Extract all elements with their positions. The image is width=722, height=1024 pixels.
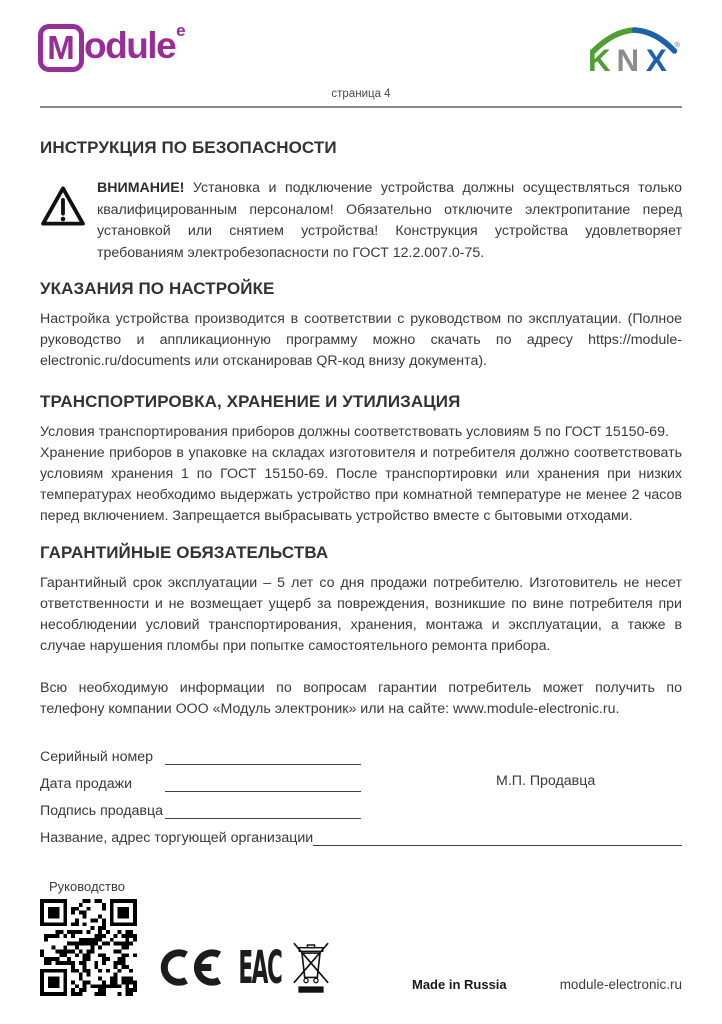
knx-logo-icon — [587, 26, 682, 74]
warning-text: Установка и подключение устройства должны осуществляться только квалифицированным персоналом! Обязательно отключите электропитание перед установкой или снятием устройства! Конструкция устройства удовлетворяет требованиям электробезопасности по ГОСТ 12.2.007.0-75. — [97, 180, 682, 261]
serial-number-line — [165, 749, 361, 765]
svg-text:X: X — [645, 42, 667, 74]
page-number: страница 4 — [331, 88, 391, 100]
organization-label: Название, адрес торгующей организации — [40, 830, 314, 846]
organization-row — [40, 829, 682, 846]
serial-number-label: Серийный номер — [40, 749, 154, 765]
page-header — [0, 0, 722, 79]
safety-warning-block — [40, 178, 682, 264]
section-transport-body-2: Хранение приборов в упаковке на складах изготовителя и потребителя должно соответствовать условиям хранения 1 по ГОСТ 15150-69. После транспортировки или хранения при низких температурах необходимо выдержать устройство при комнатной температуре не менее 2 часов перед включением. Запрещается выбрасывать устройство вместе с бытовыми отходами. — [40, 445, 682, 524]
safety-warning-text — [97, 178, 682, 264]
eac-mark-icon — [237, 942, 283, 995]
weee-bin-icon — [293, 941, 329, 994]
seller-signature-line — [165, 803, 361, 819]
module-logo-superscript: e — [176, 21, 186, 40]
header-divider — [40, 106, 682, 108]
section-setup-title: УКАЗАНИЯ ПО НАСТРОЙКЕ — [40, 279, 275, 298]
module-logo-text: odule — [84, 25, 176, 66]
eac-mark-text: EAC — [238, 942, 282, 995]
sale-date-label: Дата продажи — [40, 776, 133, 792]
warning-triangle-icon — [40, 180, 86, 264]
qr-code — [40, 899, 137, 996]
footer-made-in: Made in Russia — [412, 977, 507, 992]
organization-line — [313, 830, 682, 846]
serial-number-row — [40, 748, 682, 765]
section-transport-title: ТРАНСПОРТИРОВКА, ХРАНЕНИЕ И УТИЛИЗАЦИЯ — [40, 392, 461, 411]
section-safety-title: ИНСТРУКЦИЯ ПО БЕЗОПАСНОСТИ — [40, 138, 337, 157]
svg-text:K: K — [587, 42, 611, 74]
warning-label: ВНИМАНИЕ! — [97, 180, 185, 196]
seller-stamp-label: М.П. Продавца — [496, 773, 596, 789]
ce-mark-icon — [159, 943, 226, 992]
section-warranty-title: ГАРАНТИЙНЫЕ ОБЯЗАТЕЛЬСТВА — [40, 543, 329, 562]
knx-logo — [587, 26, 682, 79]
svg-text:®: ® — [674, 40, 681, 50]
footer-site: module-electronic.ru — [559, 977, 682, 992]
qr-label: Руководство — [49, 879, 125, 894]
section-transport-body-1: Условия транспортирования приборов должны соответствовать условиям 5 по ГОСТ 15150-69. — [40, 424, 669, 440]
section-setup-body: Настройка устройства производится в соответствии с руководством по эксплуатации. (Полное руководство и аппликационную программу можно скачать по адресу https://module-electronic.ru/documents или отсканировав QR-код внизу документа). — [40, 311, 682, 369]
document-content — [0, 138, 722, 720]
module-logo — [38, 21, 186, 72]
section-warranty-paragraph-2: Всю необходимую информации по вопросам гарантии потребитель может получить по телефону компании ООО «Модуль электроник» или на сайте: www.module-electronic.ru. — [40, 680, 682, 717]
seller-signature-label: Подпись продавца — [40, 803, 163, 819]
seller-signature-row — [40, 802, 682, 819]
dealer-form — [40, 748, 682, 856]
sale-date-line — [165, 776, 361, 792]
module-logo-m-box: M — [38, 24, 84, 72]
section-warranty-paragraph-1: Гарантийный срок эксплуатации – 5 лет со дня продажи потребителю. Изготовитель не несет ответственности и не возмещает ущерб за повреждения, возникшие по вине потребителя при несоблюдении условий транспортирования, хранения, монтажа и эксплуатации, а также в случае нарушения пломбы при попытке самостоятельного ремонта прибора. — [40, 575, 682, 654]
svg-text:N: N — [616, 42, 640, 74]
